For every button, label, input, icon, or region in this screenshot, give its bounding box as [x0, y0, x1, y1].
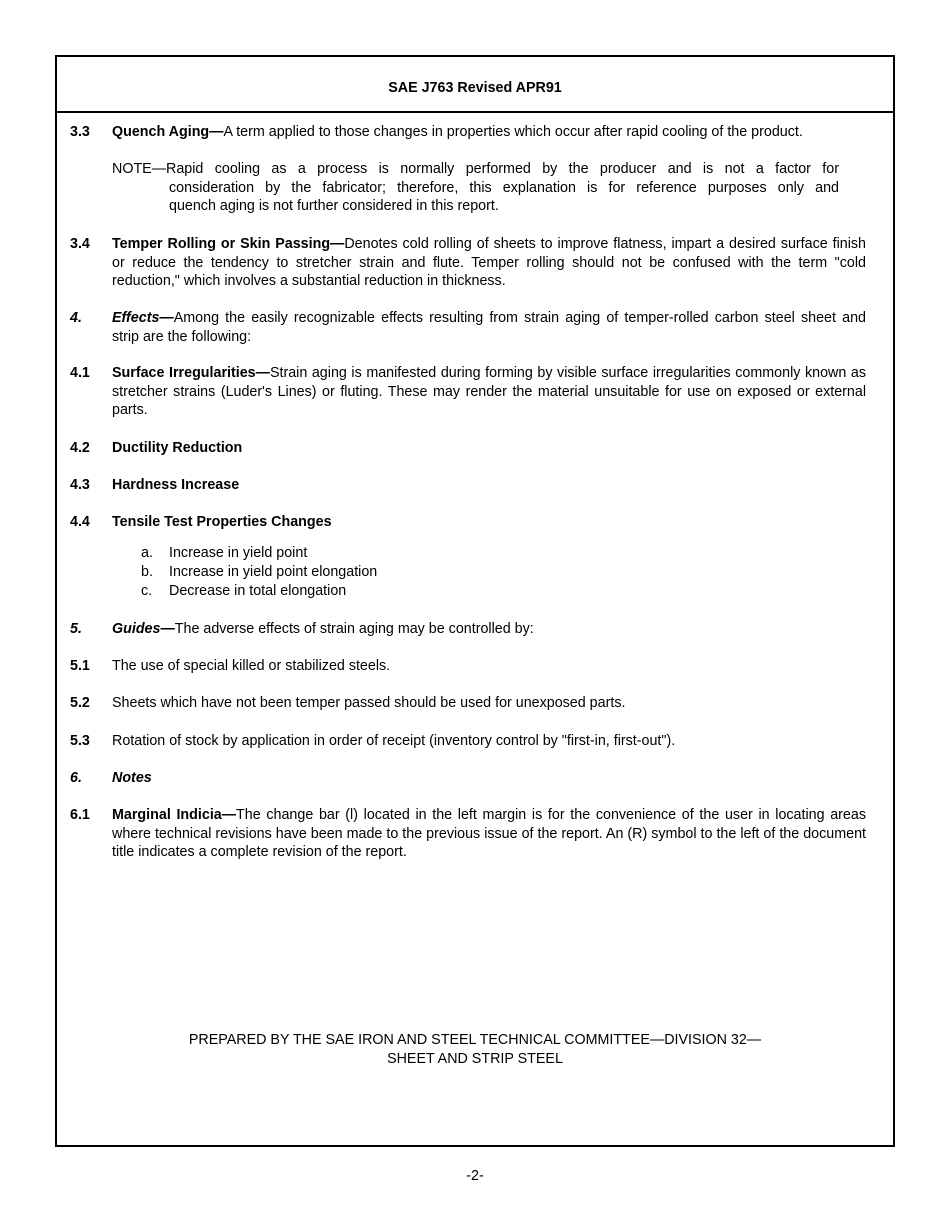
list-item: [141, 563, 377, 582]
list-marker: b.: [141, 564, 153, 580]
section-number: 4.3: [70, 477, 90, 493]
section-term: Guides—: [112, 621, 175, 637]
section-number: 5.3: [70, 733, 90, 749]
section-term: Quench Aging—: [112, 124, 224, 140]
section-number: 5.1: [70, 658, 90, 674]
section-text: Sheets which have not been temper passed should be used for unexposed parts.: [112, 695, 626, 711]
section-number: 6.: [70, 770, 82, 786]
section-term: Ductility Reduction: [112, 440, 243, 456]
document-header: [57, 57, 893, 113]
section-number: 3.3: [70, 124, 90, 140]
list-text: Decrease in total elongation: [169, 583, 347, 599]
section-text: Among the easily recognizable effects resulting from strain aging of temper-rolled carbon steel sheet and strip are the following:: [112, 310, 866, 345]
footer-line-2: SHEET AND STRIP STEEL: [387, 1050, 563, 1067]
section-text: Denotes cold rolling of sheets to improve flatness, impart a desired surface finish or reduce the tendency to stretcher strain and flute. Temper rolling should not be confused with the term "cold reduction," which involves a substantial reduction in thickness.: [112, 236, 867, 290]
section-term: Notes: [112, 770, 152, 786]
committee-footer: [57, 1031, 893, 1068]
list-text: Increase in yield point elongation: [169, 564, 378, 580]
section-term: Temper Rolling or Skin Passing—: [112, 236, 345, 252]
list-item: [141, 582, 377, 601]
section-number: 5.: [70, 621, 82, 637]
section-text: A term applied to those changes in properties which occur after rapid cooling of the product.: [223, 124, 803, 140]
document-title: SAE J763 Revised APR91: [388, 80, 562, 96]
note-line-3: quench aging is not further considered in this report.: [169, 198, 499, 215]
note-line-2: consideration by the fabricator; therefore, this explanation is for reference purposes only and: [169, 179, 839, 196]
list-text: Increase in yield point: [169, 545, 308, 561]
section-number: 6.1: [70, 807, 90, 823]
list-item: [141, 544, 377, 563]
section-number: 4.: [70, 310, 82, 326]
section-text: The change bar (l) located in the left margin is for the convenience of the user in locating areas where technical revisions have been made to the previous issue of the report. An (R) symbol to the left of the document title indicates a complete revision of the report.: [112, 807, 866, 861]
section-number: 4.1: [70, 365, 90, 381]
section-term: Marginal Indicia—: [112, 807, 237, 823]
section-text: Rotation of stock by application in order of receipt (inventory control by "first-in, first-out").: [112, 733, 676, 749]
list-marker: c.: [141, 583, 153, 599]
section-number: 3.4: [70, 236, 90, 252]
note-line-1: NOTE—Rapid cooling as a process is normally performed by the producer and is not a factor for: [112, 161, 839, 177]
section-term: Effects—: [112, 310, 174, 326]
list-marker: a.: [141, 545, 153, 561]
section-term: Tensile Test Properties Changes: [112, 514, 332, 530]
section-text: Strain aging is manifested during forming by visible surface irregularities commonly known as stretcher strains (Luder's Lines) or fluting. These may render the material unsuitable for use on exposed or external parts.: [112, 365, 866, 419]
section-number: 4.4: [70, 514, 90, 530]
footer-line-1: PREPARED BY THE SAE IRON AND STEEL TECHNICAL COMMITTEE—DIVISION 32—: [188, 1032, 762, 1048]
section-number: 5.2: [70, 695, 90, 711]
page-number: -2-: [466, 1168, 484, 1184]
section-number: 4.2: [70, 440, 90, 456]
section-text: The adverse effects of strain aging may be controlled by:: [174, 621, 534, 637]
document-frame: [55, 55, 895, 1147]
section-term: Hardness Increase: [112, 477, 240, 493]
section-text: The use of special killed or stabilized steels.: [112, 658, 391, 674]
section-term: Surface Irregularities—: [112, 365, 270, 381]
